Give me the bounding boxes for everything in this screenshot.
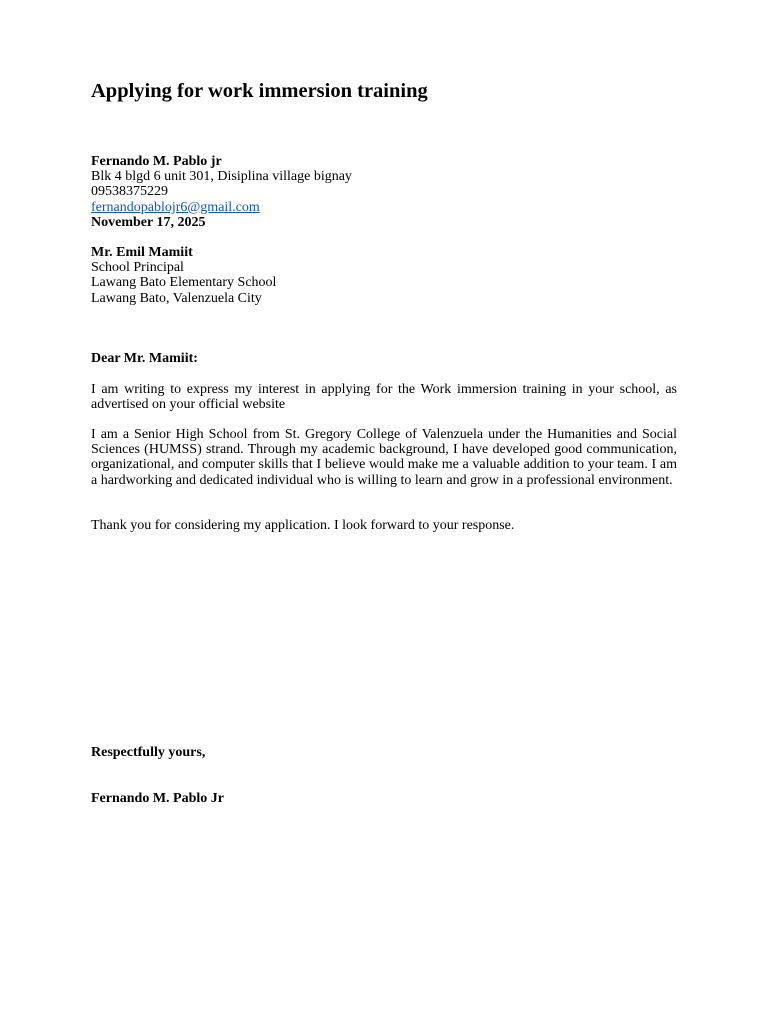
- recipient-name: Mr. Emil Mamiit: [91, 245, 193, 260]
- letter-page: [91, 0, 677, 1024]
- body-paragraph-1: I am writing to express my interest in applying for the Work immersion training in your school, as advertised on your official website: [91, 382, 677, 413]
- recipient-address: Lawang Bato, Valenzuela City: [91, 290, 262, 306]
- document-title: Applying for work immersion training: [91, 80, 428, 102]
- sender-email-link[interactable]: fernandopablojr6@gmail.com: [91, 199, 260, 215]
- sender-phone: 09538375229: [91, 184, 168, 200]
- sender-block: [91, 154, 677, 230]
- closing: Respectfully yours,: [91, 745, 206, 760]
- body-paragraph-3: Thank you for considering my application. I look forward to your response.: [91, 518, 515, 533]
- body-paragraph-2: I am a Senior High School from St. Gregory College of Valenzuela under the Humanities and Social Sciences (HUMSS) strand. Through my academic background, I have developed good communication, organizational, and computer skills that I believe would make me a valuable addition to your team. I am a hardworking and dedicated individual who is willing to learn and grow in a professional environment.: [91, 427, 677, 488]
- salutation: Dear Mr. Mamiit:: [91, 351, 198, 366]
- recipient-position: School Principal: [91, 260, 184, 276]
- sender-address: Blk 4 blgd 6 unit 301, Disiplina village bignay: [91, 169, 352, 185]
- recipient-school: Lawang Bato Elementary School: [91, 275, 277, 291]
- recipient-block: [91, 245, 677, 306]
- sender-name: Fernando M. Pablo jr: [91, 154, 222, 169]
- signature-name: Fernando M. Pablo Jr: [91, 791, 224, 806]
- letter-date: November 17, 2025: [91, 214, 206, 230]
